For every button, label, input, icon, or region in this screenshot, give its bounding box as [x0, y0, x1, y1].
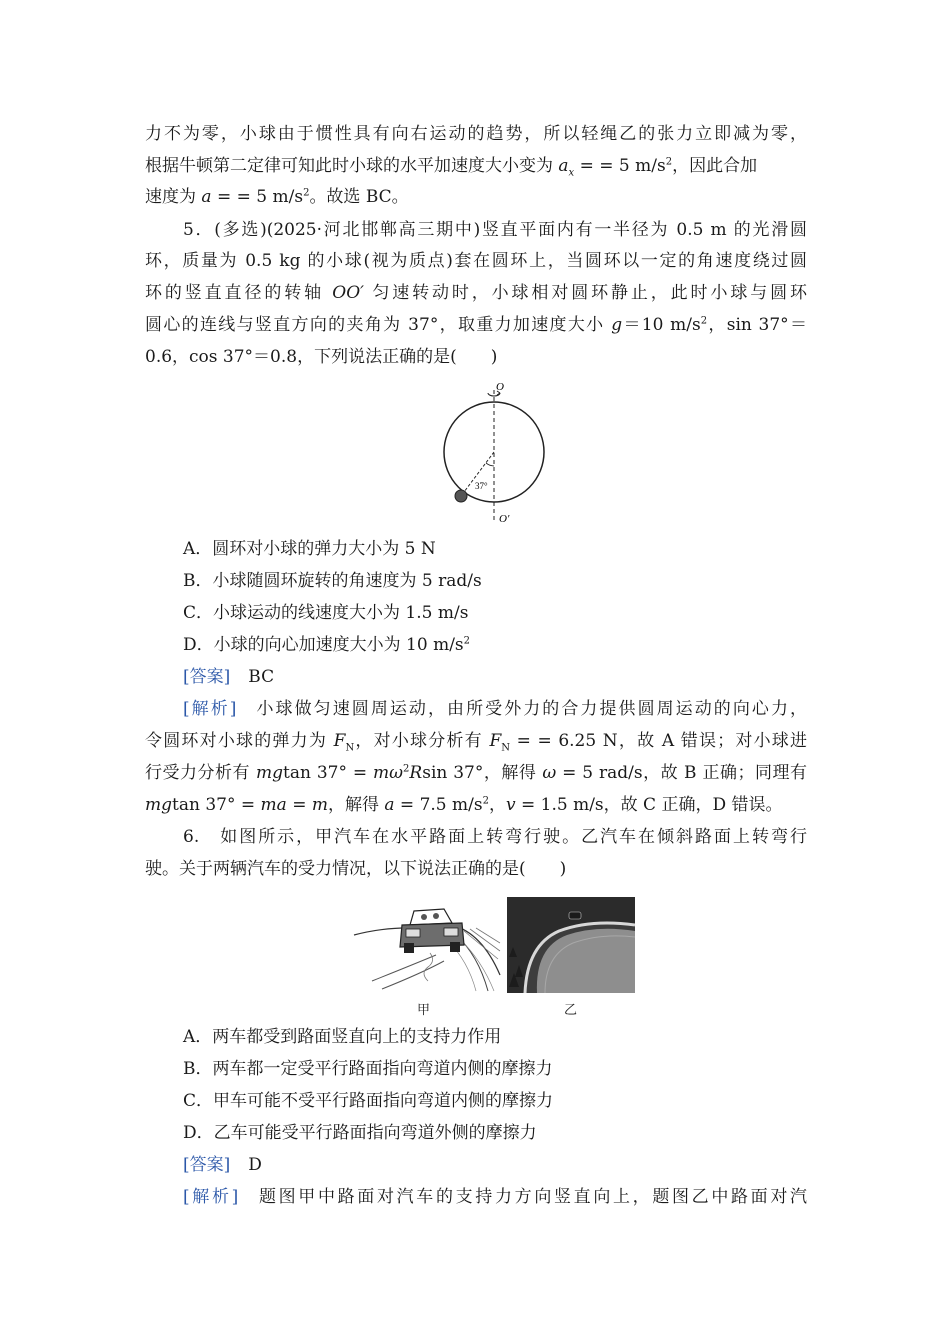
prev-solution-line-3: 速度为 a = = 5 $m/s^2$。故选 BC。 [145, 187, 409, 207]
q6-analysis-line-1: [解析] 题图甲中路面对汽车的支持力方向竖直向上，题图乙中路面对汽 [183, 1187, 808, 1207]
q5-stem-line-4: 圆心的连线与竖直方向的夹角为 37°，取重力加速度大小 g＝10 $m/s^2$，sin 37°＝ [145, 315, 807, 335]
q6-option-b: B．两车都一定受平行路面指向弯道内侧的摩擦力 [183, 1059, 553, 1079]
label-angle: 37° [475, 481, 488, 491]
q5-analysis-line-2: 令圆环对小球的弹力为 $F_N$，对小球分析有 $F_N$ = = 6.25 N，故 A 错误；对小球进 [145, 731, 807, 754]
q5-option-b: B．小球随圆环旋转的角速度为 5 rad/s [183, 571, 482, 591]
prev-solution-line-1: 力不为零，小球由于惯性具有向右运动的趋势，所以轻绳乙的张力立即减为零， [145, 124, 807, 144]
label-O-prime: O′ [499, 513, 510, 525]
analysis-tag: [解析] [183, 699, 237, 719]
q6-option-a: A．两车都受到路面竖直向上的支持力作用 [183, 1027, 502, 1047]
q5-analysis-line-1: [解析] 小球做匀速圆周运动，由所受外力的合力提供圆周运动的向心力， [183, 699, 808, 719]
q5-option-a: A．圆环对小球的弹力大小为 5 N [183, 539, 436, 559]
q5-analysis-line-3: 行受力分析有 mgtan $37^\circ = m\omega^2Rsin$ 37°，解得 ω = 5 rad/s，故 B 正确；同理有 [145, 763, 807, 783]
q6-option-c: C．甲车可能不受平行路面指向弯道内侧的摩擦力 [183, 1091, 554, 1111]
ring-figure [435, 376, 555, 528]
q5-answer: [答案] BC [183, 667, 275, 687]
q5-stem-line-1: 5．(多选)(2025·河北邯郸高三期中)竖直平面内有一半径为 0.5 m 的光滑圆 [183, 220, 807, 240]
q5-option-d: D．小球的向心加速度大小为 10 $m/s^2$ [183, 635, 471, 655]
car-shape [569, 912, 581, 919]
ball [455, 490, 467, 502]
q6-stem-line-1: 6. 如图所示，甲汽车在水平路面上转弯行驶。乙汽车在倾斜路面上转弯行 [183, 827, 807, 847]
caption-yi: 乙 [564, 1003, 578, 1018]
q5-stem-line-5: 0.6，cos 37°＝0.8，下列说法正确的是( ) [145, 347, 498, 367]
car-flat-road-image [352, 895, 502, 995]
q5-option-c: C．小球运动的线速度大小为 1.5 m/s [183, 603, 469, 623]
caption-jia: 甲 [417, 1003, 431, 1018]
q5-stem-line-2: 环，质量为 0.5 kg 的小球(视为质点)套在圆环上，当圆环以一定的角速度绕过圆 [145, 251, 807, 271]
q6-option-d: D．乙车可能受平行路面指向弯道外侧的摩擦力 [183, 1123, 537, 1143]
answer-tag: [答案] [183, 1155, 231, 1175]
prev-solution-line-2: 根据牛顿第二定律可知此时小球的水平加速度大小变为 $a_x$ = = 5 $m/s^2$，因此合加 [145, 156, 758, 179]
analysis-tag: [解析] [183, 1187, 239, 1207]
q6-answer: [答案] D [183, 1155, 262, 1175]
q5-analysis-line-4: mgtan 37° = ma = m，解得 a = 7.5 $m/s^2$，v = 1.5 m/s，故 C 正确，D 错误。 [145, 795, 783, 815]
answer-tag: [答案] [183, 667, 231, 687]
q5-stem-line-3: 环的竖直直径的转轴 OO′ 匀速转动时，小球相对圆环静止，此时小球与圆环 [145, 283, 807, 303]
q6-stem-line-2: 驶。关于两辆汽车的受力情况，以下说法正确的是( ) [145, 859, 567, 879]
car-banked-road-image [507, 897, 635, 993]
label-O: O [496, 381, 504, 393]
